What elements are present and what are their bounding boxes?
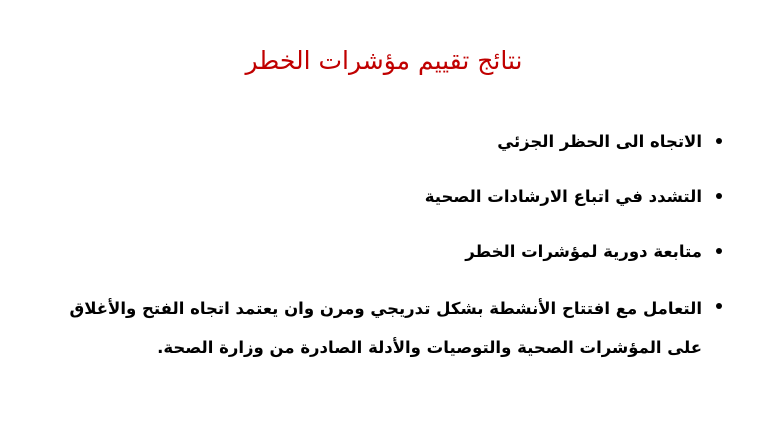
bullet-text: الاتجاه الى الحظر الجزئي: [497, 132, 702, 151]
bullet-list: [32, 124, 722, 387]
bullet-text: التشدد في اتباع الارشادات الصحية: [424, 187, 702, 206]
bullet-item: [32, 289, 722, 367]
bullet-item: [32, 179, 722, 214]
bullet-text: التعامل مع افتتاح الأنشطة بشكل تدريجي ومرن وان يعتمد اتجاه الفتح والأغلاق على المؤشرات الصحية والتوصيات والأدلة الصادرة من وزارة الصحة.: [69, 299, 702, 357]
bullet-item: [32, 234, 722, 269]
bullet-dot-icon: [716, 303, 722, 309]
slide-title: نتائج تقييم مؤشرات الخطر: [245, 46, 523, 75]
bullet-dot-icon: [716, 193, 722, 199]
bullet-text: متابعة دورية لمؤشرات الخطر: [465, 242, 702, 261]
bullet-item: [32, 124, 722, 159]
bullet-dot-icon: [716, 138, 722, 144]
bullet-dot-icon: [716, 248, 722, 254]
